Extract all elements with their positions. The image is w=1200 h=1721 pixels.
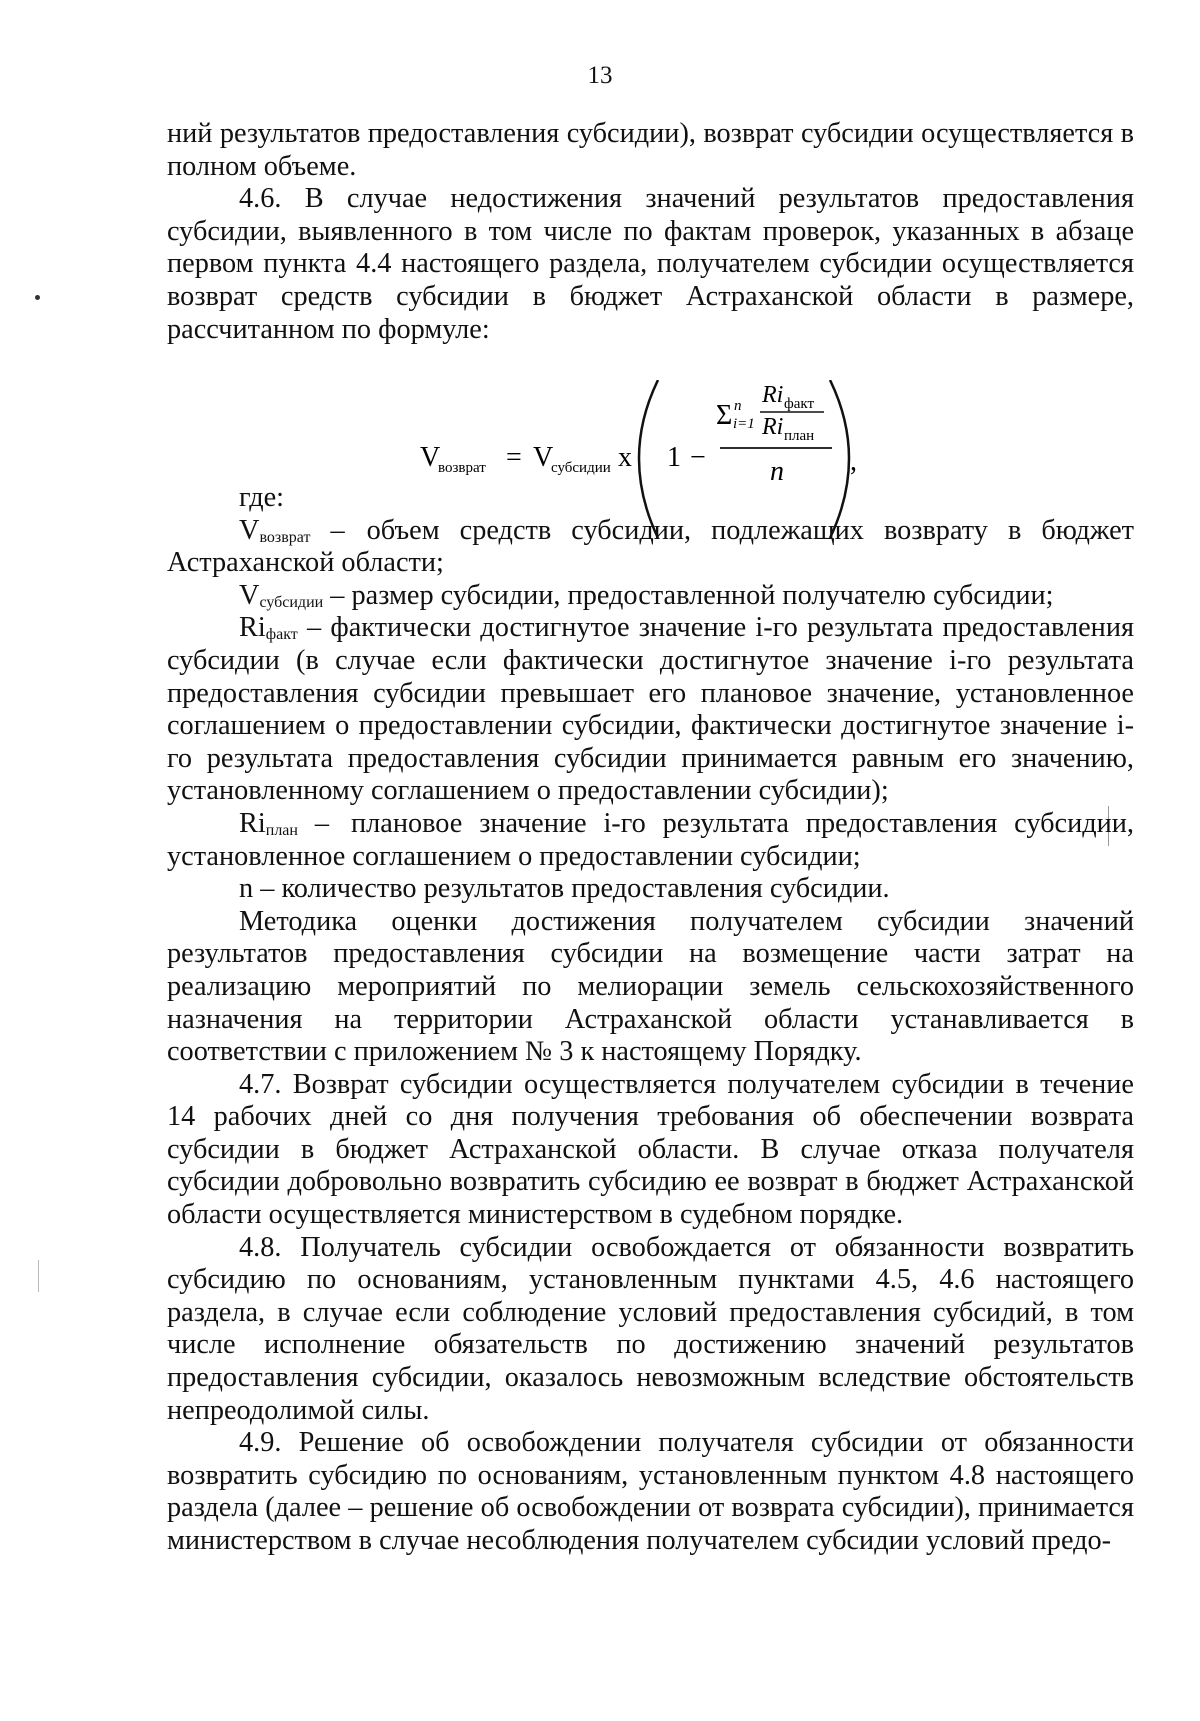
def-dash: – xyxy=(314,807,329,839)
page-number: 13 xyxy=(587,62,613,89)
def-dash: – xyxy=(330,514,345,546)
formula-sum-lower: i=1 xyxy=(733,416,755,432)
def-subscript: субсидии xyxy=(259,593,324,611)
formula-num-var: Ri xyxy=(762,382,784,408)
def-text: объем средств субсидии, подлежащих возврату в бюджет Астраханской области; xyxy=(167,514,1134,579)
definition-v-subsidy xyxy=(167,580,1134,613)
where-label: где: xyxy=(239,482,285,513)
top-text-block xyxy=(167,118,1134,346)
formula-den-var: Ri xyxy=(762,414,784,440)
definition-v-return xyxy=(167,515,1134,580)
def-subscript: план xyxy=(265,821,298,839)
formula-trail: , xyxy=(850,446,857,477)
def-subscript: факт xyxy=(265,626,298,644)
def-symbol: Ri xyxy=(239,807,266,839)
definition-ri-fact xyxy=(167,612,1134,808)
formula-lhs-var: V xyxy=(420,442,441,473)
definition-n: n – количество результатов предоставления субсидии. xyxy=(239,873,890,905)
formula-num-sub: факт xyxy=(784,396,815,412)
paragraph-methodology: Методика оценки достижения получателем субсидии значений результатов предоставления субсидии на возмещение части затрат на реализацию мероприятий по мелиорации земель сельскохозяйственного назначения на территории Астраханской области устанавливается в соответствии с приложением № 3 к настоящему Порядку. xyxy=(167,905,1134,1068)
formula-times: x xyxy=(618,442,632,473)
paragraph-4-8: 4.8. Получатель субсидии освобождается от обязанности возвратить субсидию по основаниям, установленным пунктами 4.5, 4.6 настоящего раздела, в случае если соблюдение условий предоставления субсидий, в том числе исполнение обязательств по достижению значений результатов предоставления субсидии, оказалось невозможным вследствие обстоятельств непреодолимой силы. xyxy=(167,1231,1134,1426)
scan-artifact-line xyxy=(38,1260,39,1292)
def-text: – размер субсидии, предоставленной получателю субсидии; xyxy=(330,579,1054,611)
paragraph-4-7: 4.7. Возврат субсидии осуществляется получателем субсидии в течение 14 рабочих дней со дня получения требования об обеспечении возврата субсидии в бюджет Астраханской области. В случае отказа получателя субсидии добровольно возвратить субсидию ее возврат в бюджет Астраханской области осуществляется министерством в судебном порядке. xyxy=(167,1068,1134,1231)
def-text: – фактически достигнутое значение i-го результата предоставления субсидии (в случае если фактически достигнутое значение i-го результата предоставления субсидии превышает его плановое значение, установленное соглашением о предоставлении субсидии, фактически достигнутое значение i-го результата предоставления субсидии принимается равным его значению, установленному соглашением о предоставлении субсидии); xyxy=(167,612,1134,807)
def-subscript: возврат xyxy=(259,528,311,546)
paragraph-4-6: 4.6. В случае недостижения значений результатов предоставления субсидии, выявленного в том числе по фактам проверок, указанных в абзаце первом пункта 4.4 настоящего раздела, получателем субсидии осуществляется возврат средств субсидии в бюджет Астраханской области в размере, рассчитанном по формуле: xyxy=(167,183,1134,345)
scan-dot xyxy=(35,295,40,300)
formula-sum-upper: n xyxy=(734,398,742,414)
formula-sum-sign: Σ xyxy=(716,400,733,431)
definition-ri-plan xyxy=(167,808,1134,873)
formula-den-sub: план xyxy=(784,428,815,444)
formula-rhs-var: V xyxy=(533,442,554,473)
def-symbol: V xyxy=(239,514,260,546)
def-symbol: V xyxy=(239,579,260,611)
formula-one: 1 xyxy=(667,442,681,473)
def-symbol: Ri xyxy=(239,612,266,644)
bottom-text-block xyxy=(167,482,1134,1558)
paragraph-4-9: 4.9. Решение об освобождении получателя субсидии от обязанности возвратить субсидию по основаниям, установленным пунктом 4.8 настоящего раздела (далее – решение об освобождении от возврата субсидии), принимается министерством в случае несоблюдения получателем субсидии условий предо- xyxy=(167,1427,1134,1556)
formula-n: n xyxy=(770,456,784,487)
formula-equals: = xyxy=(506,442,522,473)
paragraph-continuation: ний результатов предоставления субсидии), возврат субсидии осуществляется в полном объеме. xyxy=(167,118,1134,182)
formula-minus: − xyxy=(690,442,706,473)
formula-lhs-sub: возврат xyxy=(438,460,486,476)
def-text: плановое значение i-го результата предоставления субсидии, установленное соглашением о предоставлении субсидии; xyxy=(167,807,1135,872)
formula-rhs-sub: субсидии xyxy=(551,460,611,476)
